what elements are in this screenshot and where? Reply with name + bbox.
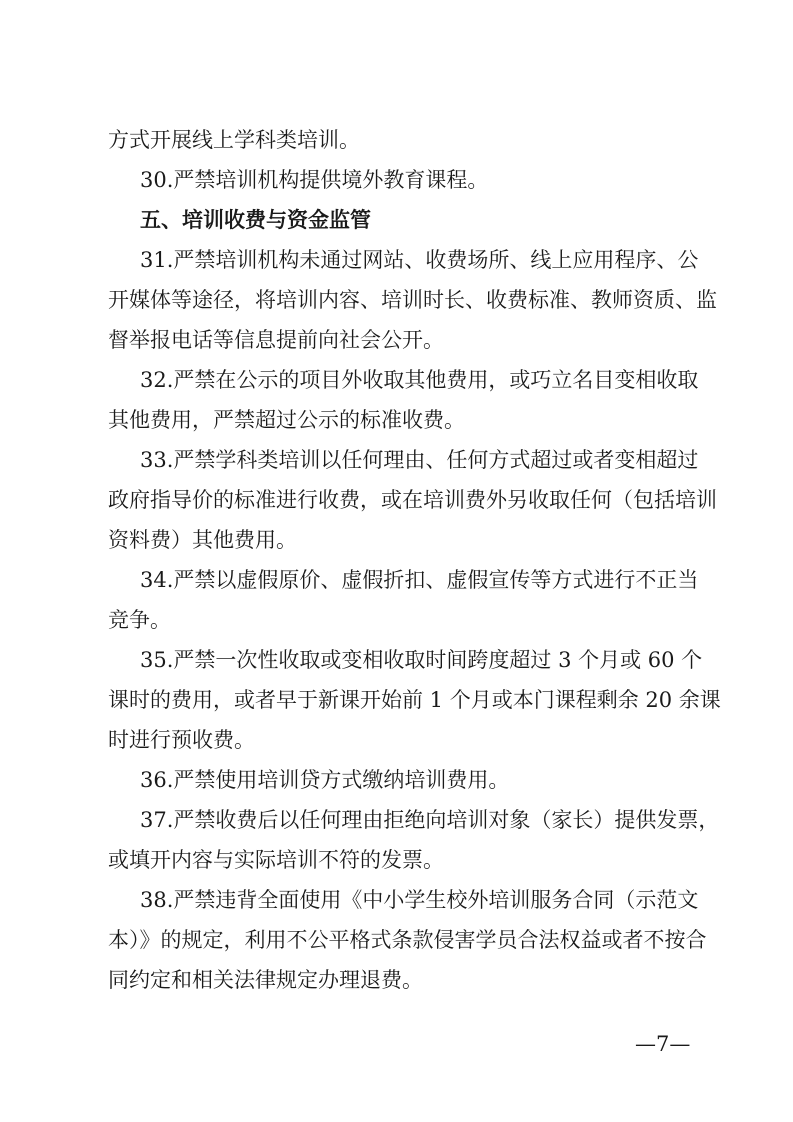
paragraph-31-line-2: 开媒体等途径，将培训内容、培训时长、收费标准、教师资质、监 [108, 288, 717, 312]
paragraph-38-line-2: 本）》的规定，利用不公平格式条款侵害学员合法权益或者不按合 [108, 928, 707, 952]
paragraph-38-line-3: 同约定和相关法律规定办理退费。 [108, 968, 423, 992]
paragraph-31-line-3: 督举报电话等信息提前向社会公开。 [108, 328, 444, 352]
paragraph-34-line-2: 竞争。 [108, 608, 171, 632]
paragraph-31-line-1: 31.严禁培训机构未通过网站、收费场所、线上应用程序、公 [140, 248, 699, 272]
page-number: —7— [635, 1032, 691, 1056]
paragraph-29-line-3: 方式开展线上学科类培训。 [108, 128, 360, 152]
paragraph-32-line-2: 其他费用，严禁超过公示的标准收费。 [108, 408, 465, 432]
paragraph-33-line-1: 33.严禁学科类培训以任何理由、任何方式超过或者变相超过 [140, 448, 699, 472]
paragraph-33-line-3: 资料费）其他费用。 [108, 528, 297, 552]
paragraph-35-line-3: 时进行预收费。 [108, 728, 255, 752]
paragraph-30: 30.严禁培训机构提供境外教育课程。 [140, 168, 489, 192]
paragraph-32-line-1: 32.严禁在公示的项目外收取其他费用，或巧立名目变相收取 [140, 368, 699, 392]
section-heading: 五、培训收费与资金监管 [140, 208, 371, 232]
paragraph-35-line-1: 35.严禁一次性收取或变相收取时间跨度超过 3 个月或 60 个 [140, 648, 703, 672]
paragraph-38-line-1: 38.严禁违背全面使用《中小学生校外培训服务合同（示范文 [140, 888, 699, 912]
paragraph-37-line-1: 37.严禁收费后以任何理由拒绝向培训对象（家长）提供发票， [140, 808, 720, 832]
paragraph-33-line-2: 政府指导价的标准进行收费，或在培训费外另收取任何（包括培训 [108, 488, 717, 512]
paragraph-35-line-2: 课时的费用，或者早于新课开始前 1 个月或本门课程剩余 20 余课 [108, 688, 721, 712]
paragraph-34-line-1: 34.严禁以虚假原价、虚假折扣、虚假宣传等方式进行不正当 [140, 568, 699, 592]
paragraph-36: 36.严禁使用培训贷方式缴纳培训费用。 [140, 768, 510, 792]
paragraph-37-line-2: 或填开内容与实际培训不符的发票。 [108, 848, 444, 872]
